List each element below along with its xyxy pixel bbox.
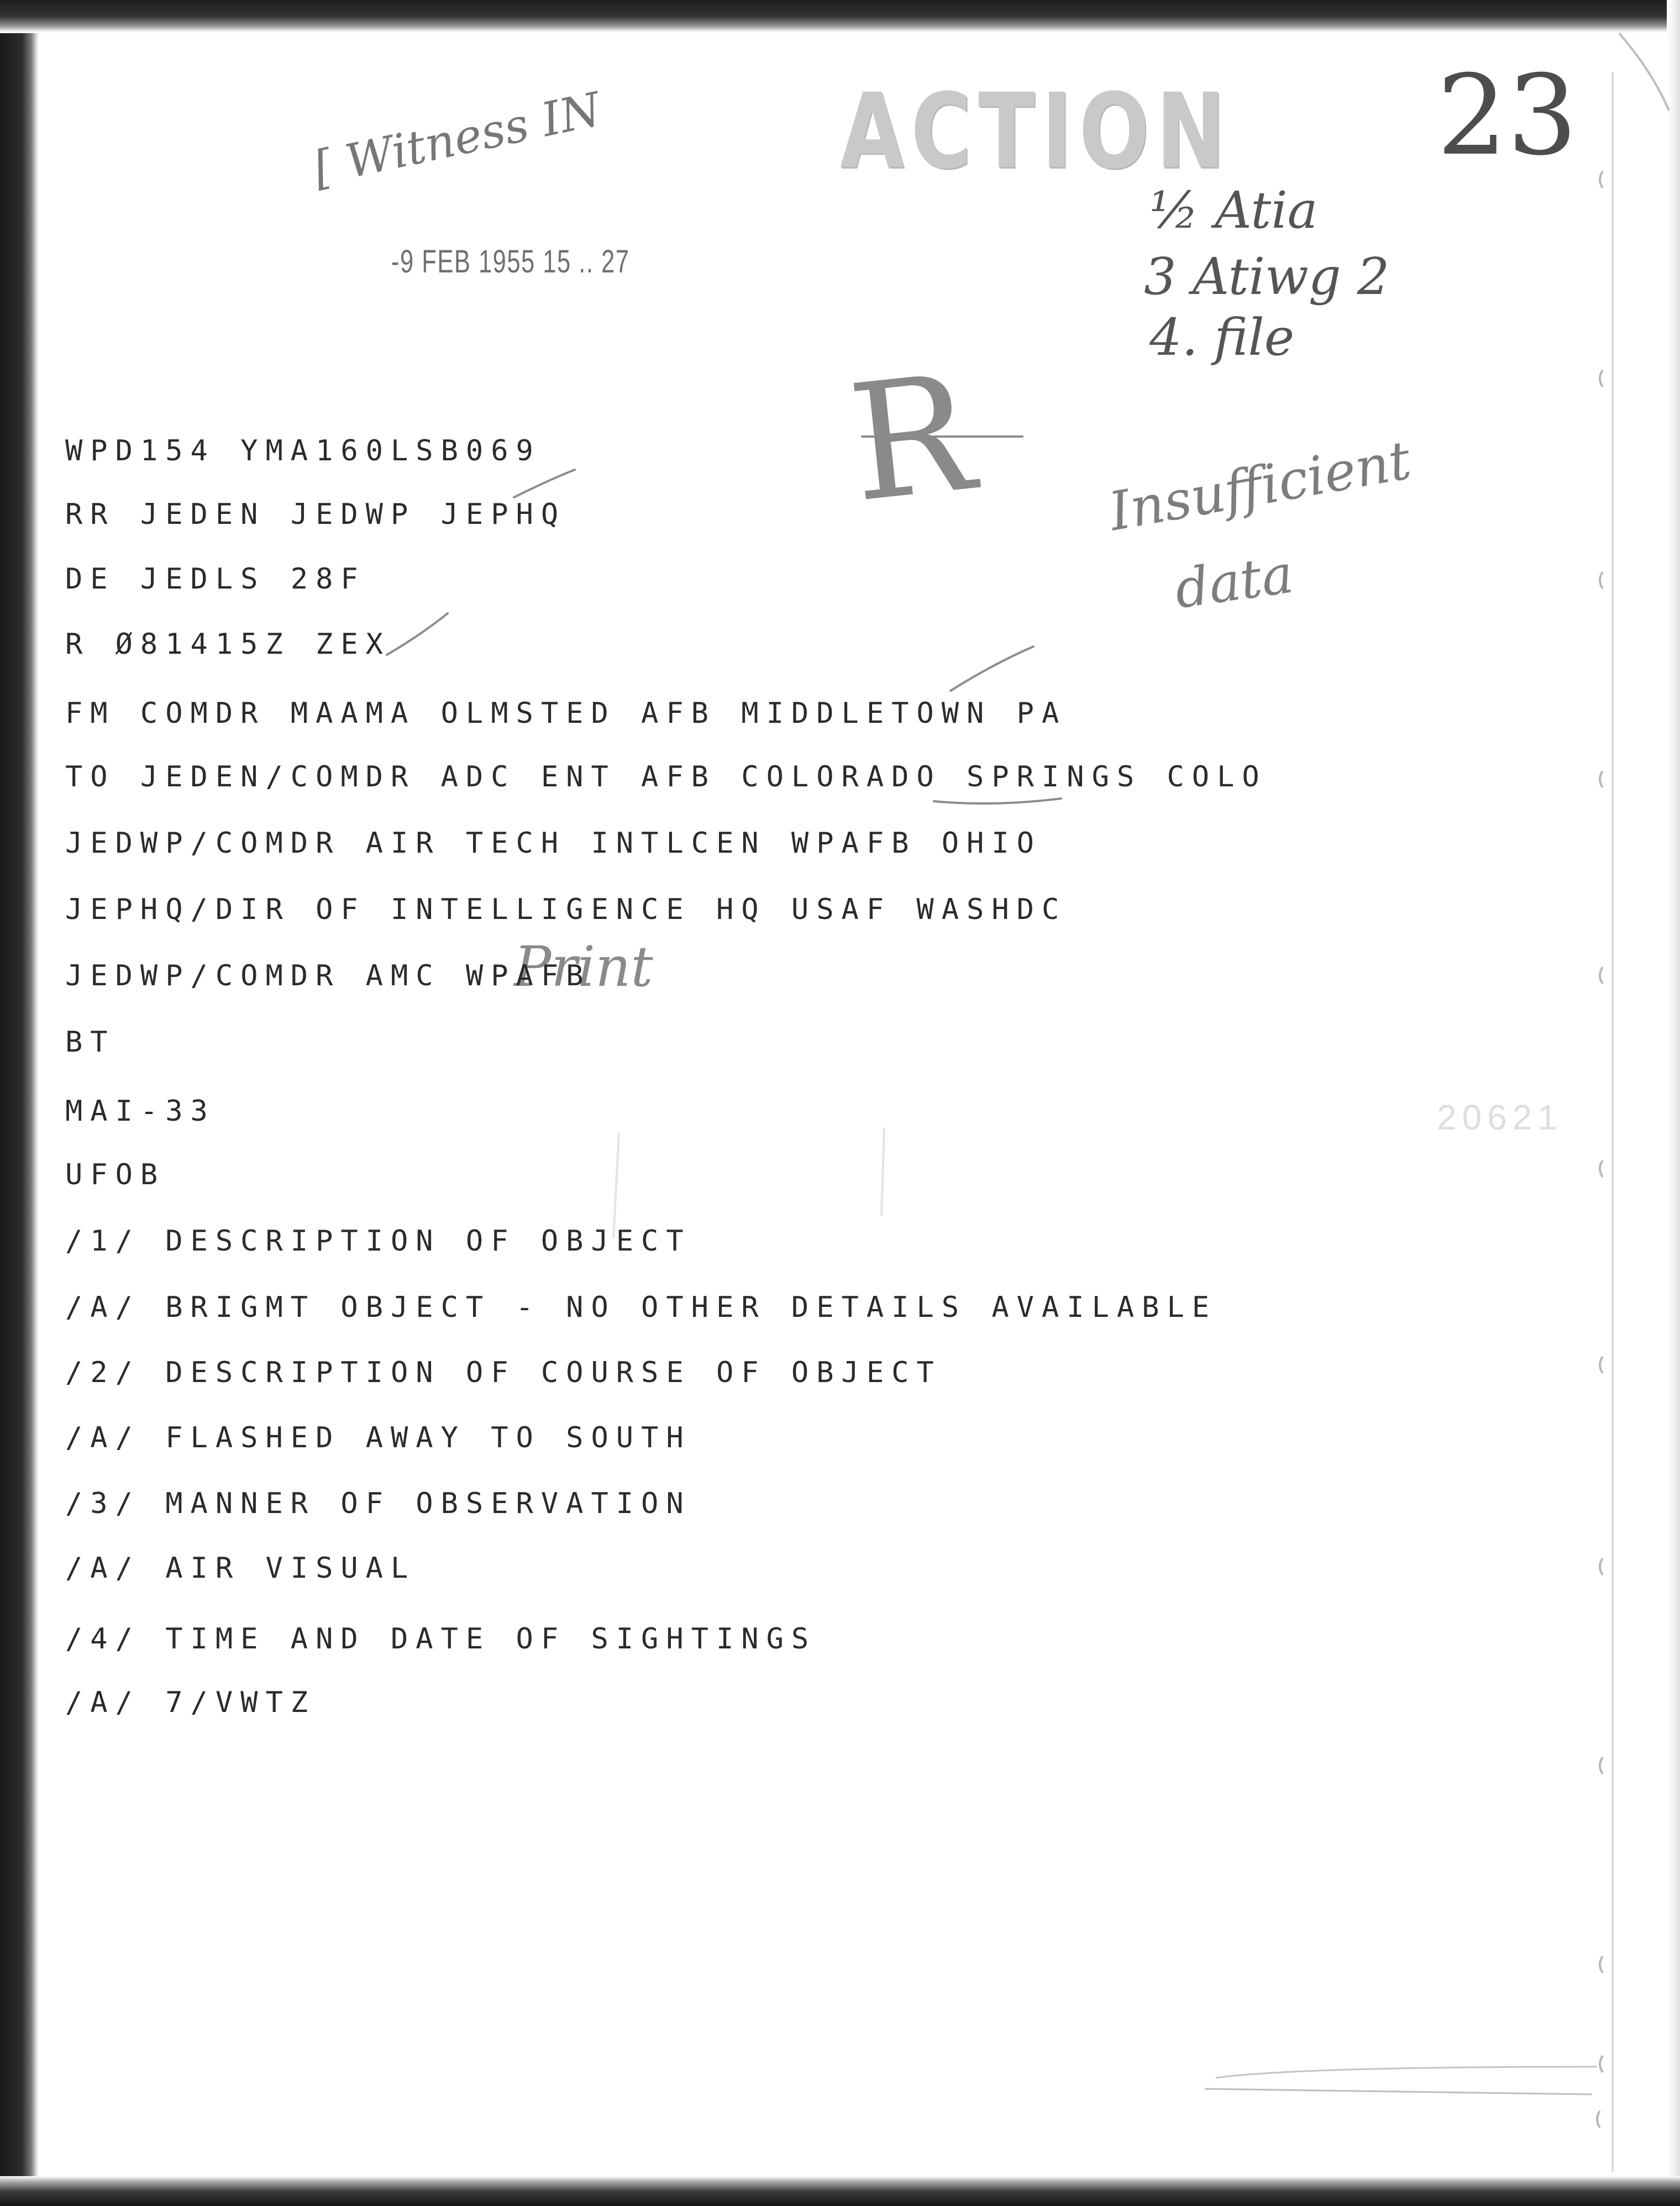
reviewer-note-line-2: data [1170,543,1297,621]
print-handwritten-note: Print [514,934,653,999]
reviewer-note-line-1: Insufficient [1104,429,1415,543]
message-reference: MAI-33 [65,1095,216,1128]
action-stamp: ACTION [840,72,1232,192]
item-2-heading: /2/ DESCRIPTION OF COURSE OF OBJECT [65,1356,942,1389]
item-4-heading: /4/ TIME AND DATE OF SIGHTINGS [65,1622,817,1656]
page-number-handwritten: 23 [1437,51,1578,180]
date-time-group: R Ø81415Z ZEX [65,628,391,661]
item-3a: /A/ AIR VISUAL [65,1552,416,1585]
addressee-line-3: JEPHQ/DIR OF INTELLIGENCE HQ USAF WASHDC [65,893,1067,926]
routing-line-1: ½ Atia [1149,181,1318,240]
item-3-heading: /3/ MANNER OF OBSERVATION [65,1487,691,1520]
routing-line-3: 4. file [1149,308,1295,367]
item-1-heading: /1/ DESCRIPTION OF OBJECT [65,1225,691,1258]
reviewer-initial: R [841,340,981,538]
message-header-routing: WPD154 YMA160LSB069 [65,434,541,468]
subject-line: UFOB [65,1158,166,1191]
to-line: TO JEDEN/COMDR ADC ENT AFB COLORADO SPRINGS COLO [65,760,1267,794]
received-date-stamp: -9 FEB 1955 15 .. 27 [391,244,630,280]
item-2a: /A/ FLASHED AWAY TO SOUTH [65,1421,691,1454]
witness-handwritten-note: [ Witness IN [308,82,606,196]
serial-number-stamp: 20621 [1437,1097,1563,1137]
addressee-line-2: JEDWP/COMDR AIR TECH INTLCEN WPAFB OHIO [65,827,1042,860]
item-4a: /A/ 7/VWTZ [65,1686,316,1719]
break-line: BT [65,1026,116,1059]
addressee-line-4: JEDWP/COMDR AMC WPAFB [65,959,591,992]
originating-station: DE JEDLS 28F [65,563,366,596]
item-1a: /A/ BRIGMT OBJECT - NO OTHER DETAILS AVAILABLE [65,1291,1217,1324]
from-line: FM COMDR MAAMA OLMSTED AFB MIDDLETOWN PA [65,697,1067,730]
routing-line-2: 3 Atiwg 2 [1144,247,1390,306]
precedence-addressees: RR JEDEN JEDWP JEPHQ [65,498,566,531]
